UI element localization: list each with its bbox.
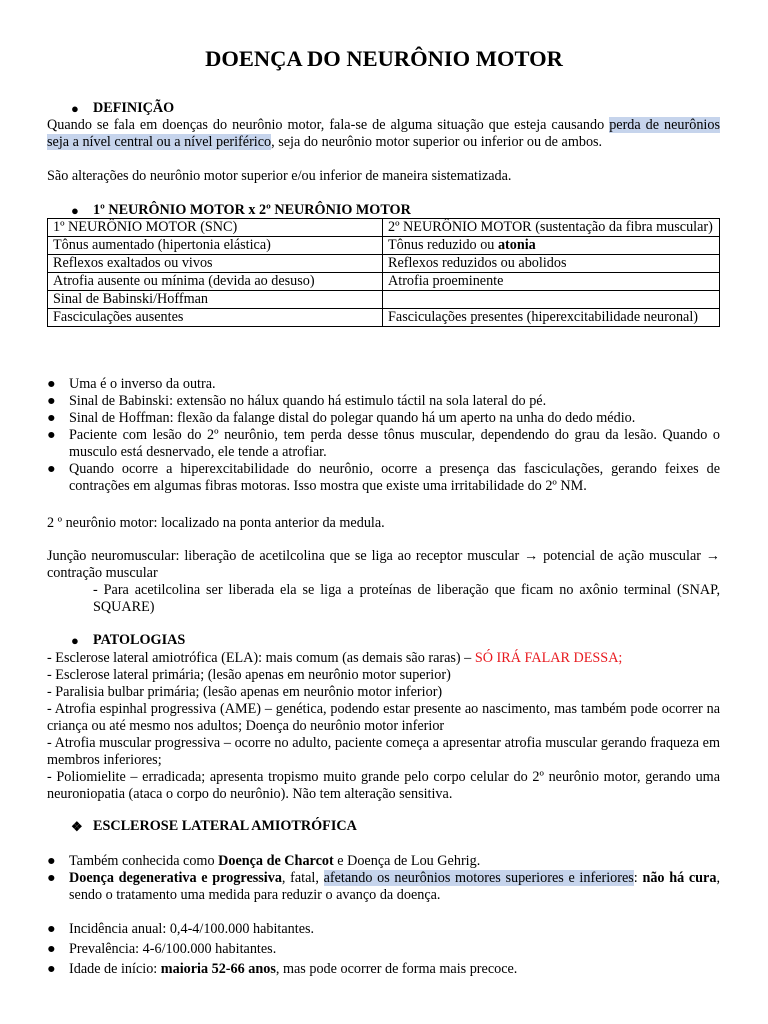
page-title: DOENÇA DO NEURÔNIO MOTOR [205,46,563,71]
text-run: : [633,870,643,886]
list-item [47,376,720,393]
patologia-item: - Atrofia muscular progressiva – ocorre no adulto, paciente começa a apresentar atrofia muscular gerando fraqueza em membros inferiores; [47,735,720,768]
table-cell: Tônus aumentado (hipertonia elástica) [48,237,383,255]
list-item [47,870,720,904]
bullet-icon: ● [47,376,56,392]
bullet-icon: ● [47,461,56,477]
bullet-icon: ● [47,921,56,937]
text-run: , fatal, [281,870,324,886]
bold-text: Doença degenerativa e progressiva [69,870,282,886]
patologia-item [47,650,720,667]
list-item [47,941,720,958]
comparison-bullet-list [47,376,720,495]
table-cell: Fasciculações ausentes [48,309,383,327]
heading-text: 1º NEURÔNIO MOTOR x 2º NEURÔNIO MOTOR [93,202,411,218]
text-run: , mas pode ocorrer de forma mais precoce. [275,961,518,977]
heading-text: ESCLEROSE LATERAL AMIOTRÓFICA [93,818,357,834]
bold-text: maioria 52-66 anos [160,961,276,977]
section-heading-ela [71,818,357,835]
list-item [47,427,720,461]
text-run: e Doença de Lou Gehrig. [333,853,481,869]
red-note: SÓ IRÁ FALAR DESSA; [474,650,623,666]
acetilcolina-paragraph: - Para acetilcolina ser liberada ela se liga a proteínas de liberação que ficam no axônio terminal (SNAP, SQUARE) [93,582,720,615]
table-row [48,237,720,255]
list-item-text: Sinal de Babinski: extensão no hálux quando há estimulo táctil na sola lateral do pé. [69,393,547,409]
bullet-icon: ● [47,870,56,886]
cell-text: Tônus reduzido ou [388,237,498,253]
bullet-icon: ● [47,853,56,869]
table-row [48,219,720,237]
text-run: Quando se fala em doenças do neurônio motor, fala-se de alguma situação que esteja causando [47,117,610,133]
patologias-list [47,650,720,803]
list-item [47,410,720,427]
bullet-icon: ● [71,633,79,648]
patologia-item: - Poliomielite – erradicada; apresenta tropismo muito grande pelo corpo celular do 2º neurônio motor, gerando uma neuroniopatia (ataca o corpo do neurônio). Não tem alteração sensitiva. [47,769,720,802]
table-cell [383,237,720,255]
patologia-item: - Atrofia espinhal progressiva (AME) – genética, podendo estar presente ao nascimento, mas também pode ocorrer na criança ou até mesmo nos adultos; Doença do neurônio motor inferior [47,701,720,734]
list-item [47,853,720,870]
diamond-bullet-icon: ❖ [71,819,83,834]
text-run: , sendo o tratamento uma medida para reduzir o avanço da doença. [69,870,720,903]
cell-bold-text: atonia [497,237,536,253]
section-heading-comparacao [71,202,411,219]
list-item-text: Sinal de Hoffman: flexão da falange distal do polegar quando há um aperto na unha do dedo médio. [69,410,636,426]
table-row [48,309,720,327]
list-item-text: Prevalência: 4-6/100.000 habitantes. [69,941,277,957]
definicao-paragraph-2: São alterações do neurônio motor superior e/ou inferior de maneira sistematizada. [47,168,512,184]
list-item-text: Incidência anual: 0,4-4/100.000 habitantes. [69,921,315,937]
heading-text: PATOLOGIAS [93,632,186,648]
patologia-item: - Esclerose lateral primária; (lesão apenas em neurônio motor superior) [47,667,451,683]
table-row [48,255,720,273]
definicao-paragraph [47,117,720,151]
list-item [47,461,720,495]
table-cell: 1º NEURÔNIO MOTOR (SNC) [48,219,383,237]
highlighted-text: afetando os neurônios motores superiores e inferiores [323,870,634,886]
localizacao-paragraph: 2 º neurônio motor: localizado na ponta anterior da medula. [47,515,385,531]
text-run: , seja do neurônio motor superior ou inferior ou de ambos. [271,134,603,150]
bullet-icon: ● [47,410,56,426]
comparison-table [47,218,720,327]
bold-text: Doença de Charcot [218,853,334,869]
text-run: Idade de início: [69,961,161,977]
juncao-paragraph: Junção neuromuscular: liberação de acetilcolina que se liga ao receptor muscular → potencial de ação muscular → contração muscular [47,548,720,581]
table-cell: Reflexos reduzidos ou abolidos [383,255,720,273]
table-cell: Atrofia proeminente [383,273,720,291]
bullet-icon: ● [47,393,56,409]
ela-bullet-list-2 [47,921,720,978]
patologia-item: - Paralisia bulbar primária; (lesão apenas em neurônio motor inferior) [47,684,443,700]
list-item [47,393,720,410]
table-cell: 2º NEURÔNIO MOTOR (sustentação da fibra muscular) [383,219,720,237]
table-row [48,273,720,291]
table-cell: Atrofia ausente ou mínima (devida ao desuso) [48,273,383,291]
text-run: - Esclerose lateral amiotrófica (ELA): mais comum (as demais são raras) – [47,650,475,666]
text-run: Também conhecida como [69,853,219,869]
table-cell [383,291,720,309]
bullet-icon: ● [71,203,79,218]
table-cell: Sinal de Babinski/Hoffman [48,291,383,309]
ela-bullet-list-1 [47,853,720,904]
list-item-text: Paciente com lesão do 2º neurônio, tem perda desse tônus muscular, dependendo do grau da lesão. Quando o musculo está desnervado, ele tende a atrofiar. [69,427,720,460]
heading-text: DEFINIÇÃO [93,100,175,116]
list-item-text: Quando ocorre a hiperexcitabilidade do neurônio, ocorre a presença das fasciculações, gerando feixes de contrações em algumas fibras motoras. Isso mostra que existe uma irritabilidade do 2º NM. [69,461,720,494]
bullet-icon: ● [71,101,79,116]
section-heading-patologias [71,632,186,649]
list-item [47,921,720,938]
list-item-text: Uma é o inverso da outra. [69,376,216,392]
list-item [47,961,720,978]
table-cell: Reflexos exaltados ou vivos [48,255,383,273]
table-row [48,291,720,309]
table-cell: Fasciculações presentes (hiperexcitabilidade neuronal) [383,309,720,327]
highlighted-text: perda de neurônios seja a nível central ou a nível periférico [47,117,720,150]
bullet-icon: ● [47,961,56,977]
bold-text: não há cura [642,870,717,886]
section-heading-definicao [71,100,175,117]
bullet-icon: ● [47,427,56,443]
bullet-icon: ● [47,941,56,957]
